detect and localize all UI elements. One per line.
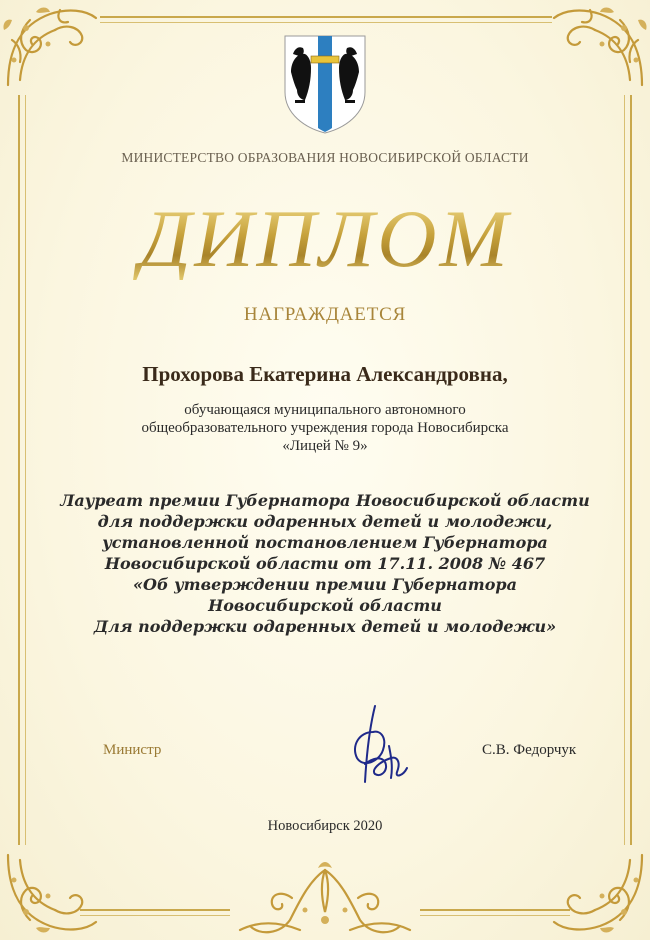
- laureate-statement: [0, 490, 650, 637]
- bottom-border-line-right: [420, 909, 570, 911]
- bottom-center-ornament-icon: [230, 860, 420, 940]
- place-and-year: Новосибирск 2020: [267, 818, 383, 834]
- corner-ornament-bottom-right-icon: [550, 845, 650, 940]
- laureate-line: установленной постановлением Губернатора: [102, 533, 548, 552]
- laureate-line: Лауреат премии Губернатора Новосибирской области: [60, 491, 590, 510]
- laureate-line: «Об утверждении премии Губернатора: [133, 575, 517, 594]
- ministry-name: МИНИСТЕРСТВО ОБРАЗОВАНИЯ НОВОСИБИРСКОЙ ОБЛАСТИ: [121, 150, 529, 165]
- laureate-line: Новосибирской области: [208, 596, 442, 615]
- bottom-border-line-inner-left: [80, 915, 230, 916]
- signature-icon: [345, 702, 415, 790]
- diploma-title: ДИПЛОМ: [0, 198, 650, 280]
- top-border-line-inner: [100, 22, 552, 23]
- awarded-heading: НАГРАЖДАЕТСЯ: [243, 304, 407, 325]
- corner-ornament-top-right-icon: [550, 0, 650, 95]
- description-line: обучающаяся муниципального автономного: [184, 402, 466, 418]
- top-border-line: [100, 16, 552, 18]
- laureate-line: Новосибирской области от 17.11. 2008 № 467: [104, 554, 546, 573]
- signatory-name: С.В. Федорчук: [482, 742, 577, 758]
- corner-ornament-top-left-icon: [0, 0, 100, 95]
- coat-of-arms-icon: [283, 34, 367, 134]
- corner-ornament-bottom-left-icon: [0, 845, 100, 940]
- description-line: общеобразовательного учреждения города Новосибирска: [141, 420, 509, 436]
- recipient-name: Прохорова Екатерина Александровна,: [142, 362, 508, 386]
- signatory-title: Министр: [103, 742, 162, 758]
- laureate-line: Для поддержки одаренных детей и молодежи»: [93, 617, 557, 636]
- recipient-description: [0, 401, 650, 455]
- bottom-border-line-inner-right: [420, 915, 570, 916]
- description-line: «Лицей № 9»: [282, 438, 368, 454]
- laureate-line: для поддержки одаренных детей и молодежи,: [97, 512, 553, 531]
- bottom-border-line: [80, 909, 230, 911]
